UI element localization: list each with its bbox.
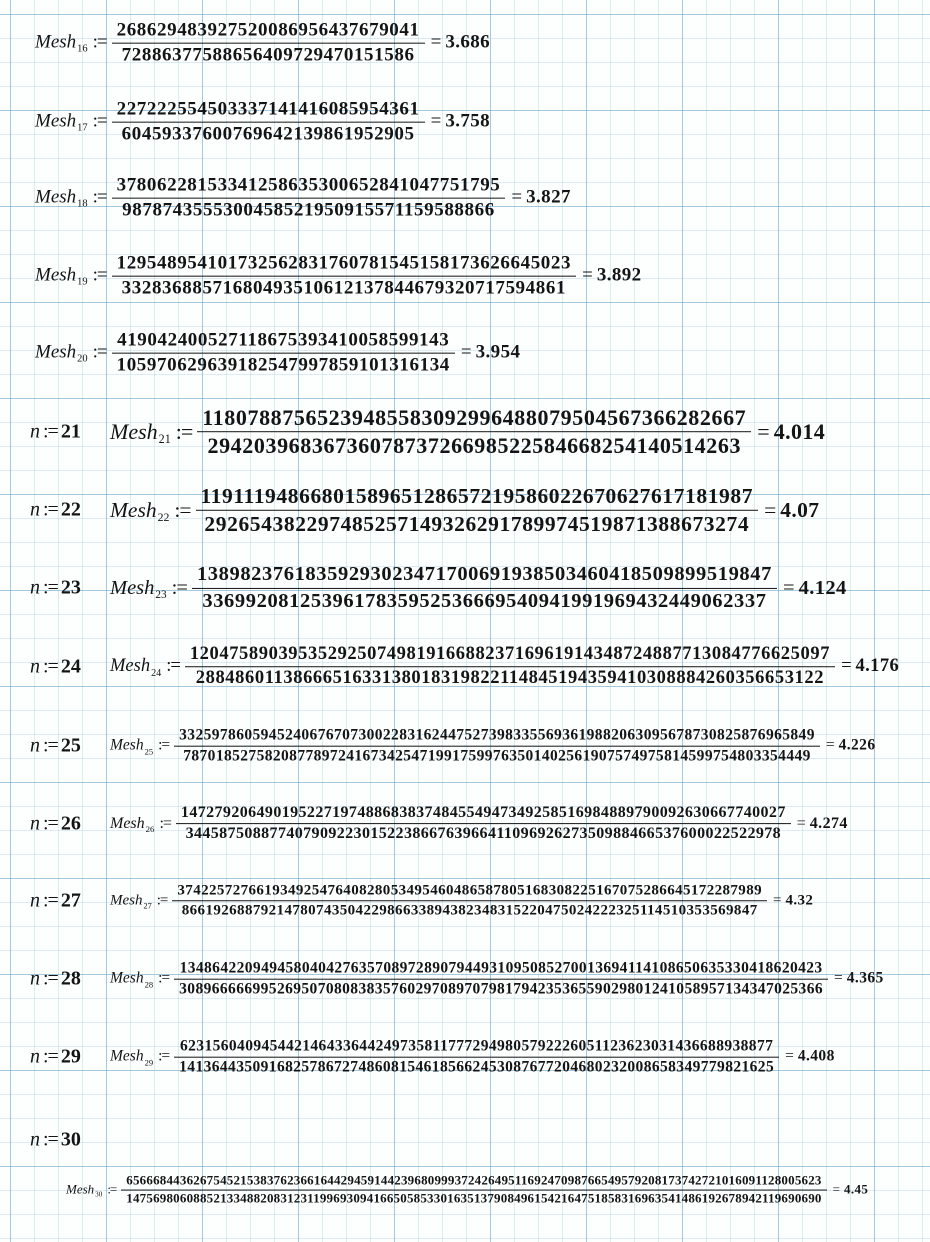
mesh-definition-region[interactable] (110, 1038, 835, 1077)
fraction-numerator: 65666844362675452153837623661644294591442396809993724264951169247098766549579208173742721016091128005623 (126, 1172, 822, 1188)
n-value: 26 (60, 812, 81, 835)
mesh-definition-region[interactable] (110, 484, 819, 536)
mesh-subscript: 17 (77, 122, 88, 134)
fraction-numerator: 6231560409454421464336442497358117772949805792226051123623031436688938877 (180, 1037, 774, 1055)
fraction-denominator: 34458750887740790922301522386676396641109692627350988466537600022522978 (185, 825, 782, 843)
fraction (174, 1038, 779, 1077)
result-value: 4.32 (785, 892, 814, 909)
mesh-definition-region[interactable] (35, 20, 490, 67)
n-variable-name: n (30, 576, 40, 599)
fraction (172, 882, 767, 920)
result-value: 4.226 (838, 737, 876, 754)
fraction (192, 563, 777, 613)
mesh-subscript: 16 (77, 43, 88, 55)
assign-operator: := (43, 576, 58, 599)
assign-operator: := (92, 32, 107, 53)
fraction-denominator: 3089666669952695070808383576029708970798179423536559029801241058957134347025366 (179, 980, 824, 998)
assign-operator: := (43, 498, 58, 521)
mesh-variable-name: Mesh (110, 1048, 144, 1065)
equals-operator: = (796, 815, 806, 832)
result-value: 4.365 (846, 970, 884, 987)
mesh-subscript: 21 (158, 432, 171, 446)
fraction (185, 644, 835, 690)
mesh-definition-region[interactable] (110, 727, 875, 766)
fraction (196, 484, 759, 536)
result-value: 4.45 (843, 1182, 869, 1197)
mesh-subscript: 26 (145, 824, 155, 835)
fraction-bar (185, 667, 835, 668)
mesh-variable-name: Mesh (66, 1182, 95, 1197)
equals-operator: = (834, 970, 843, 987)
equals-operator: = (773, 892, 782, 909)
assign-operator: := (171, 576, 187, 599)
mesh-variable-name: Mesh (35, 32, 77, 53)
fraction-bar (112, 43, 425, 44)
assign-operator: := (43, 734, 58, 757)
n-assignment-region[interactable] (30, 735, 81, 758)
assign-operator: := (158, 737, 170, 754)
mesh-subscript: 22 (157, 509, 170, 524)
n-value: 23 (60, 576, 81, 599)
n-value: 22 (60, 498, 81, 521)
result-value: 4.124 (798, 576, 847, 599)
assign-operator: := (43, 967, 58, 990)
mesh-subscript: 27 (143, 901, 152, 911)
n-value: 27 (60, 889, 81, 912)
fraction-numerator: 12047589039535292507498191668823716961914348724887713084776625097 (189, 644, 831, 665)
assign-operator: := (159, 815, 171, 832)
mesh-variable-name: Mesh (110, 970, 144, 987)
assign-operator: := (92, 265, 107, 286)
mesh-definition-region[interactable] (110, 644, 899, 690)
fraction (112, 175, 506, 222)
assign-operator: := (158, 970, 170, 987)
fraction-denominator: 78701852758208778972416734254719917599763501402561907574975814599754803354449 (183, 747, 811, 765)
n-assignment-region[interactable] (30, 890, 81, 913)
n-assignment-region[interactable] (30, 968, 81, 991)
n-variable-name: n (30, 1128, 40, 1151)
mesh-variable-name: Mesh (110, 497, 157, 522)
fraction-numerator: 1191119486680158965128657219586022670627617181987 (200, 483, 754, 508)
assign-operator: := (166, 656, 180, 677)
mesh-definition-region[interactable] (110, 882, 813, 920)
equals-operator: = (430, 32, 442, 53)
n-assignment-region[interactable] (30, 421, 81, 444)
n-value: 21 (60, 420, 81, 443)
assign-operator: := (158, 1048, 170, 1065)
fraction-bar (112, 198, 506, 199)
mesh-variable-name: Mesh (110, 419, 158, 444)
n-variable-name: n (30, 498, 40, 521)
n-assignment-region[interactable] (30, 813, 81, 836)
mesh-variable-name: Mesh (35, 342, 77, 363)
fraction-denominator: 292654382297485257149326291789974519871388673274 (204, 511, 750, 536)
assign-operator: := (175, 419, 193, 444)
fraction-numerator: 419042400527118675393410058599143 (117, 329, 450, 351)
equals-operator: = (430, 111, 442, 132)
mesh-subscript: 19 (77, 276, 88, 288)
n-value: 29 (60, 1045, 81, 1068)
assign-operator: := (174, 497, 191, 522)
n-value: 30 (60, 1128, 81, 1151)
mesh-subscript: 18 (77, 198, 88, 210)
equals-operator: = (825, 737, 835, 754)
assign-operator: := (43, 889, 58, 912)
equals-operator: = (832, 1182, 840, 1197)
n-variable-name: n (30, 967, 40, 990)
n-variable-name: n (30, 889, 40, 912)
result-value: 4.274 (809, 815, 848, 832)
fraction (112, 20, 425, 67)
mesh-variable-name: Mesh (110, 656, 151, 677)
n-variable-name: n (30, 734, 40, 757)
fraction (176, 804, 791, 844)
result-value: 4.408 (797, 1048, 835, 1065)
fraction-numerator: 129548954101732562831760781545158173626645023 (116, 252, 572, 274)
equals-operator: = (764, 497, 777, 522)
result-value: 3.892 (596, 265, 642, 286)
fraction-numerator: 332597860594524067670730022831624475273983355693619882063095678730825876965849 (179, 726, 815, 744)
fraction-bar (112, 353, 455, 354)
mesh-definition-region[interactable] (110, 405, 825, 459)
assign-operator: := (43, 655, 58, 678)
fraction-bar (176, 824, 791, 825)
mesh-variable-name: Mesh (110, 576, 155, 599)
fraction-denominator: 2884860113866651633138018319822114845194359410308884260356653122 (195, 668, 825, 689)
mesh-subscript: 29 (144, 1057, 154, 1068)
mesh-variable-name: Mesh (35, 187, 77, 208)
assign-operator: := (92, 342, 107, 363)
n-assignment-region[interactable] (30, 1046, 81, 1069)
assign-operator: := (43, 1128, 58, 1151)
result-value: 4.176 (855, 656, 900, 677)
result-value: 3.954 (475, 342, 521, 363)
fraction-denominator: 60459337600769642139861952905 (121, 123, 415, 145)
fraction (174, 727, 820, 766)
fraction-bar (192, 588, 777, 589)
fraction-numerator: 1348642209494580404276357089728907944931095085270013694114108650635330418620423 (179, 959, 823, 977)
fraction-denominator: 105970629639182547997859101316134 (116, 354, 450, 376)
n-value: 28 (60, 967, 81, 990)
assign-operator: := (156, 892, 168, 909)
mesh-variable-name: Mesh (110, 815, 145, 832)
fraction-numerator: 227222554503337141416085954361 (116, 98, 420, 120)
mesh-definition-region[interactable] (66, 1174, 868, 1207)
fraction-bar (197, 432, 751, 433)
mesh-subscript: 20 (77, 353, 88, 365)
result-value: 3.758 (445, 111, 491, 132)
equals-operator: = (783, 576, 795, 599)
n-variable-name: n (30, 1045, 40, 1068)
fraction-denominator: 72886377588656409729470151586 (121, 44, 415, 66)
result-value: 3.686 (445, 32, 491, 53)
equals-operator: = (511, 187, 523, 208)
fraction-numerator: 13898237618359293023471700691938503460418509899519847 (196, 562, 772, 585)
assign-operator: := (43, 812, 58, 835)
equals-operator: = (785, 1048, 794, 1065)
equals-operator: = (460, 342, 472, 363)
fraction-denominator: 3369920812539617835952536669540941991969432449062337 (202, 589, 767, 612)
fraction (174, 960, 828, 999)
fraction-numerator: 11807887565239485583092996488079504567366282667 (202, 405, 747, 431)
fraction (112, 330, 455, 377)
fraction-numerator: 37422572766193492547640828053495460486587805168308225167075286645172287989 (177, 882, 762, 899)
mesh-variable-name: Mesh (110, 892, 143, 909)
mesh-definition-region[interactable] (35, 253, 642, 300)
fraction-bar (112, 122, 425, 123)
n-assignment-region[interactable] (30, 499, 81, 522)
fraction-denominator: 14756980608852133488208312311996930941665058533016351379084961542164751858316963541486192678942119690690 (126, 1190, 822, 1206)
result-value: 3.827 (526, 187, 571, 208)
mesh-variable-name: Mesh (35, 265, 77, 286)
fraction-numerator: 147279206490195227197488683837484554947349258516984889790092630667740027 (180, 804, 786, 822)
fraction-numerator: 268629483927520086956437679041 (116, 19, 420, 41)
assign-operator: := (43, 420, 58, 443)
mesh-definition-region[interactable] (110, 960, 884, 999)
mesh-definition-region[interactable] (35, 175, 571, 222)
n-variable-name: n (30, 655, 40, 678)
assign-operator: := (107, 1182, 117, 1197)
result-value: 4.07 (780, 497, 820, 522)
n-assignment-region[interactable] (30, 1129, 81, 1152)
fraction-bar (112, 276, 577, 277)
n-value: 24 (60, 655, 81, 678)
mesh-subscript: 28 (144, 979, 154, 990)
n-assignment-region[interactable] (30, 577, 81, 600)
fraction (197, 405, 751, 459)
fraction-denominator: 33283688571680493510612137844679320717594861 (121, 277, 567, 299)
fraction-denominator: 8661926887921478074350422986633894382348315220475024222325114510353569847 (181, 902, 758, 919)
mesh-definition-region[interactable] (35, 99, 490, 146)
mesh-definition-region[interactable] (35, 330, 520, 377)
mesh-subscript: 23 (155, 588, 167, 601)
fraction-denominator: 9878743555300458521950915571159588866 (122, 199, 495, 221)
mesh-variable-name: Mesh (35, 111, 77, 132)
mesh-subscript: 24 (151, 667, 162, 679)
mesh-definition-region[interactable] (110, 804, 848, 844)
n-variable-name: n (30, 812, 40, 835)
fraction-bar (174, 1057, 779, 1058)
fraction-bar (174, 746, 820, 747)
fraction-bar (196, 510, 759, 511)
mesh-definition-region[interactable] (110, 563, 847, 613)
equals-operator: = (841, 656, 852, 677)
fraction (112, 99, 425, 146)
fraction (121, 1174, 826, 1207)
n-variable-name: n (30, 420, 40, 443)
n-assignment-region[interactable] (30, 656, 81, 679)
result-value: 4.014 (773, 419, 826, 444)
fraction-numerator: 37806228153341258635300652841047751795 (116, 174, 501, 196)
fraction-bar (174, 979, 828, 980)
assign-operator: := (43, 1045, 58, 1068)
equals-operator: = (582, 265, 593, 286)
assign-operator: := (92, 111, 107, 132)
mesh-subscript: 30 (95, 1190, 103, 1199)
fraction (112, 253, 577, 300)
equals-operator: = (757, 419, 770, 444)
assign-operator: := (92, 187, 107, 208)
fraction-bar (172, 901, 767, 902)
mesh-variable-name: Mesh (110, 737, 144, 754)
fraction-denominator: 1413644350916825786727486081546185662453087677204680232008658349779821625 (179, 1058, 775, 1076)
mesh-subscript: 25 (144, 746, 154, 757)
fraction-denominator: 2942039683673607873726698522584668254140514263 (207, 433, 742, 459)
n-value: 25 (60, 734, 81, 757)
